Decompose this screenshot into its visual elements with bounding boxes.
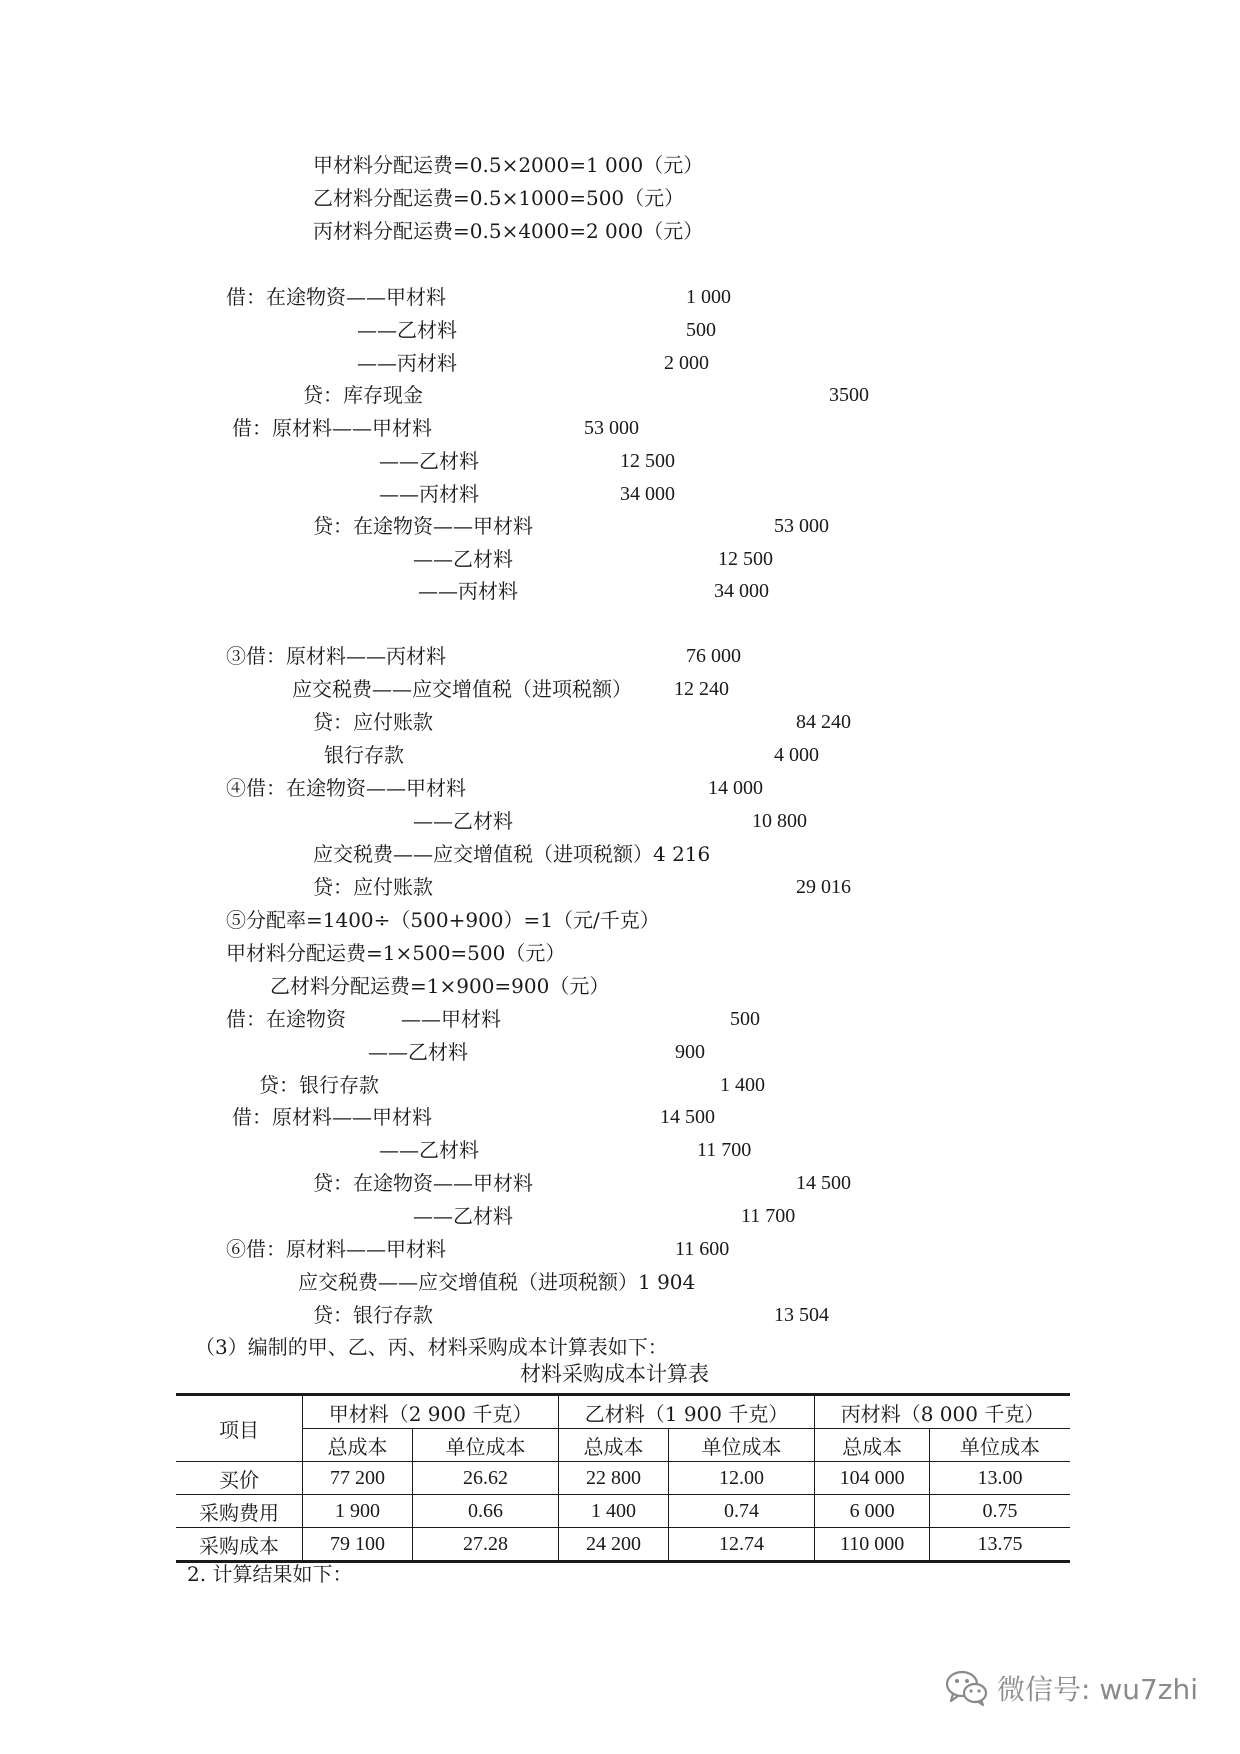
entry-account: ——丙材料 [379, 482, 479, 506]
entry-account: ④借：在途物资——甲材料 [226, 776, 466, 800]
text-line: 甲材料分配运费=0.5×2000=1 000（元） [313, 153, 704, 177]
entry-account: 贷：应付账款 [313, 710, 433, 734]
text-line: 乙材料分配运费=0.5×1000=500（元） [313, 186, 685, 210]
entry-amount: 14 500 [796, 1172, 851, 1194]
entry-amount: 76 000 [686, 645, 741, 667]
subheader-cell: 单位成本 [930, 1429, 1070, 1462]
subheader-cell: 单位成本 [669, 1429, 815, 1462]
text-line: 丙材料分配运费=0.5×4000=2 000（元） [313, 219, 704, 243]
entry-amount: 34 000 [620, 483, 675, 505]
entry-amount: 34 000 [714, 580, 769, 602]
entry-amount: 14 000 [708, 777, 763, 799]
table-cell: 1 400 [559, 1495, 669, 1528]
entry-amount: 3500 [829, 384, 869, 406]
table-row [176, 1462, 1070, 1495]
entry-account: 贷：在途物资——甲材料 [313, 514, 533, 538]
text-line: 2. 计算结果如下： [187, 1562, 353, 1586]
row-label: 采购费用 [176, 1495, 303, 1528]
table-subheader-row [176, 1429, 1070, 1462]
entry-account: 贷：在途物资——甲材料 [313, 1171, 533, 1195]
entry-amount: 11 700 [741, 1205, 796, 1227]
table-cell: 22 800 [559, 1462, 669, 1495]
table-header-row [176, 1395, 1070, 1429]
entry-amount: 4 000 [774, 744, 819, 766]
text-line: 乙材料分配运费=1×900=900（元） [270, 974, 610, 998]
entry-amount: 12 240 [674, 678, 729, 700]
entry-account: 应交税费——应交增值税（进项税额） [292, 677, 632, 701]
cost-table [176, 1393, 1070, 1563]
table-cell: 6 000 [815, 1495, 930, 1528]
subheader-cell: 总成本 [815, 1429, 930, 1462]
entry-account: 贷：银行存款 [259, 1073, 379, 1097]
group-header: 丙材料（8 000 千克） [815, 1395, 1070, 1429]
table-cell: 27.28 [412, 1528, 558, 1562]
entry-account: ——乙材料 [379, 449, 479, 473]
entry-amount: 500 [730, 1008, 760, 1030]
entry-account: 借：原材料——甲材料 [232, 1105, 432, 1129]
entry-account: ——乙材料 [379, 1138, 479, 1162]
entry-account: ——丙材料 [357, 351, 457, 375]
entry-account: ——乙材料 [413, 1204, 513, 1228]
table-cell: 77 200 [303, 1462, 413, 1495]
entry-account: ⑥借：原材料——甲材料 [226, 1237, 446, 1261]
entry-account: ——乙材料 [413, 547, 513, 571]
entry-account: 银行存款 [324, 743, 404, 767]
entry-account: ③借：原材料——丙材料 [226, 644, 446, 668]
entry-account: ——丙材料 [418, 579, 518, 603]
entry-amount: 10 800 [752, 810, 807, 832]
table-cell: 79 100 [303, 1528, 413, 1562]
subheader-cell: 单位成本 [412, 1429, 558, 1462]
text-line: 甲材料分配运费=1×500=500（元） [226, 941, 566, 965]
watermark-text: 微信号: wu7zhi [997, 1673, 1199, 1706]
item-header: 项目 [176, 1395, 303, 1462]
group-header: 甲材料（2 900 千克） [303, 1395, 559, 1429]
entry-amount: 500 [686, 319, 716, 341]
entry-account: ——乙材料 [368, 1040, 468, 1064]
table-cell: 1 900 [303, 1495, 413, 1528]
entry-account: ——甲材料 [401, 1007, 501, 1031]
entry-amount: 14 500 [660, 1106, 715, 1128]
entry-amount: 53 000 [584, 417, 639, 439]
table-row [176, 1528, 1070, 1562]
entry-amount: 900 [675, 1041, 705, 1063]
entry-account: ——乙材料 [357, 318, 457, 342]
entry-amount: 12 500 [718, 548, 773, 570]
wechat-icon [945, 1669, 989, 1707]
entry-amount: 84 240 [796, 711, 851, 733]
entry-account: 应交税费——应交增值税（进项税额）1 904 [298, 1270, 696, 1294]
table-cell: 110 000 [815, 1528, 930, 1562]
entry-amount: 1 000 [686, 286, 731, 308]
subheader-cell: 总成本 [303, 1429, 413, 1462]
table-cell: 0.75 [930, 1495, 1070, 1528]
table-cell: 0.74 [669, 1495, 815, 1528]
entry-account: 借：在途物资 [226, 1007, 346, 1031]
table-cell: 0.66 [412, 1495, 558, 1528]
table-row [176, 1495, 1070, 1528]
entry-amount: 11 700 [697, 1139, 752, 1161]
row-label: 采购成本 [176, 1528, 303, 1562]
entry-account: 借：在途物资——甲材料 [226, 285, 446, 309]
entry-account: 贷：库存现金 [303, 383, 423, 407]
entry-amount: 53 000 [774, 515, 829, 537]
text-line: ⑤分配率=1400÷（500+900）=1（元/千克） [226, 908, 660, 932]
table-cell: 13.00 [930, 1462, 1070, 1495]
table-cell: 26.62 [412, 1462, 558, 1495]
entry-account: ——乙材料 [413, 809, 513, 833]
entry-amount: 1 400 [720, 1074, 765, 1096]
entry-account: 贷：银行存款 [313, 1303, 433, 1327]
group-header: 乙材料（1 900 千克） [559, 1395, 815, 1429]
text-line: （3）编制的甲、乙、丙、材料采购成本计算表如下： [195, 1335, 668, 1359]
table-cell: 24 200 [559, 1528, 669, 1562]
entry-account: 借：原材料——甲材料 [232, 416, 432, 440]
table-cell: 104 000 [815, 1462, 930, 1495]
entry-amount: 29 016 [796, 876, 851, 898]
entry-amount: 12 500 [620, 450, 675, 472]
table-cell: 13.75 [930, 1528, 1070, 1562]
row-label: 买价 [176, 1462, 303, 1495]
watermark [945, 1668, 1198, 1708]
entry-amount: 13 504 [774, 1304, 829, 1326]
entry-amount: 11 600 [675, 1238, 730, 1260]
table-cell: 12.74 [669, 1528, 815, 1562]
table-cell: 12.00 [669, 1462, 815, 1495]
subheader-cell: 总成本 [559, 1429, 669, 1462]
entry-account: 贷：应付账款 [313, 875, 433, 899]
entry-account: 应交税费——应交增值税（进项税额）4 216 [313, 842, 711, 866]
table-title: 材料采购成本计算表 [520, 1362, 709, 1386]
entry-amount: 2 000 [664, 352, 709, 374]
